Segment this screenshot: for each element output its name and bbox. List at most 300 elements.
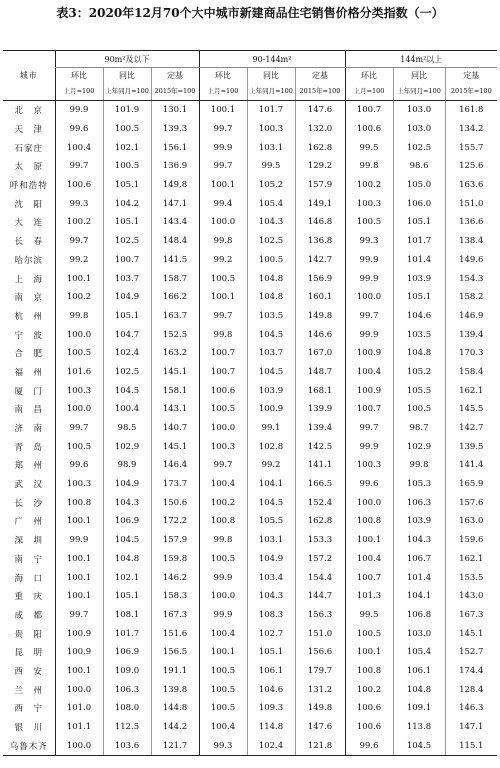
index-value: 167.3 (445, 606, 497, 625)
index-value: 100.5 (199, 400, 247, 419)
base-label-yoy: 上年同月=100 (247, 82, 295, 101)
index-value: 100.4 (199, 718, 247, 737)
index-value: 101.3 (345, 587, 393, 606)
index-value: 161.8 (445, 101, 497, 120)
index-value: 165.9 (445, 475, 497, 494)
table-row (3, 344, 497, 363)
index-value: 143.1 (151, 400, 199, 419)
index-value: 154.4 (295, 568, 345, 587)
index-value: 100.1 (345, 643, 393, 662)
index-value: 101.9 (103, 101, 151, 120)
table-row (3, 624, 497, 643)
index-value: 99.8 (55, 307, 103, 326)
index-value: 104.3 (393, 531, 445, 550)
table-row (3, 699, 497, 718)
city-name: 太 原 (14, 162, 43, 173)
index-value: 142.7 (295, 251, 345, 270)
subheader-fixed: 定基 (295, 68, 345, 83)
index-value: 150.6 (151, 493, 199, 512)
index-value: 100.7 (103, 251, 151, 270)
index-value: 132.0 (295, 120, 345, 139)
table-row (3, 512, 497, 531)
index-value: 162.1 (445, 550, 497, 569)
index-value: 100.9 (247, 400, 295, 419)
city-name: 乌鲁木齐 (3, 736, 55, 755)
index-value: 106.3 (103, 680, 151, 699)
index-value: 100.1 (345, 531, 393, 550)
index-value: 103.7 (247, 344, 295, 363)
index-value: 100.4 (103, 400, 151, 419)
index-value: 100.6 (55, 176, 103, 195)
index-value: 131.2 (295, 680, 345, 699)
index-value: 100.5 (199, 680, 247, 699)
index-value: 99.7 (199, 456, 247, 475)
index-value: 138.4 (445, 232, 497, 251)
index-value: 103.7 (103, 269, 151, 288)
index-value: 100.7 (345, 568, 393, 587)
index-value: 99.9 (199, 568, 247, 587)
index-value: 158.2 (445, 288, 497, 307)
city-name: 南 京 (14, 293, 43, 304)
index-value: 100.5 (247, 251, 295, 270)
index-value: 134.2 (445, 120, 497, 139)
base-label-yoy: 上年同月=100 (393, 82, 445, 101)
table-row (3, 232, 497, 251)
index-value: 98.6 (393, 157, 445, 176)
index-value: 158.7 (151, 269, 199, 288)
index-value: 100.9 (55, 643, 103, 662)
index-value: 100.3 (345, 456, 393, 475)
index-value: 158.3 (151, 587, 199, 606)
index-value: 114.8 (247, 718, 295, 737)
index-value: 155.7 (445, 138, 497, 157)
index-value: 105.1 (103, 176, 151, 195)
index-value: 156.6 (295, 643, 345, 662)
index-value: 100.2 (55, 288, 103, 307)
index-value: 101.7 (393, 232, 445, 251)
index-value: 99.8 (199, 232, 247, 251)
index-value: 144.2 (151, 718, 199, 737)
subheader-yoy: 同比 (247, 68, 295, 83)
table-row (3, 157, 497, 176)
index-value: 106.1 (393, 662, 445, 681)
index-value: 151.0 (295, 624, 345, 643)
table-row (3, 568, 497, 587)
index-value: 105.2 (247, 176, 295, 195)
city-name: 广 州 (14, 517, 43, 528)
index-value: 99.4 (199, 194, 247, 213)
index-value: 99.7 (199, 307, 247, 326)
index-value: 146.9 (445, 307, 497, 326)
city-name: 南 昌 (14, 405, 43, 416)
index-value: 100.0 (55, 325, 103, 344)
index-value: 142.5 (295, 437, 345, 456)
index-value: 100.1 (55, 512, 103, 531)
base-label-chain: 上月=100 (55, 82, 103, 101)
index-value: 100.6 (345, 699, 393, 718)
index-value: 106.8 (393, 606, 445, 625)
index-value: 101.0 (55, 699, 103, 718)
index-value: 100.1 (55, 550, 103, 569)
index-value: 101.4 (393, 568, 445, 587)
index-value: 100.8 (199, 512, 247, 531)
index-value: 99.2 (199, 251, 247, 270)
index-value: 99.9 (345, 325, 393, 344)
index-value: 100.8 (345, 512, 393, 531)
index-value: 100.3 (199, 437, 247, 456)
subheader-chain: 环比 (55, 68, 103, 83)
city-name: 银 川 (14, 723, 43, 734)
index-value: 105.4 (247, 194, 295, 213)
index-value: 99.6 (345, 475, 393, 494)
index-value: 100.2 (345, 680, 393, 699)
index-value: 100.0 (55, 680, 103, 699)
index-value: 148.4 (151, 232, 199, 251)
index-value: 149.8 (151, 176, 199, 195)
index-value: 106.9 (103, 512, 151, 531)
index-value: 100.3 (55, 381, 103, 400)
index-value: 100.5 (103, 120, 151, 139)
index-value: 139.4 (295, 419, 345, 438)
table-row (3, 288, 497, 307)
index-value: 100.0 (199, 587, 247, 606)
index-value: 147.1 (151, 194, 199, 213)
index-value: 105.1 (103, 307, 151, 326)
index-value: 104.6 (247, 680, 295, 699)
index-value: 147.1 (445, 718, 497, 737)
index-value: 98.7 (393, 419, 445, 438)
index-value: 168.1 (295, 381, 345, 400)
city-name: 宁 波 (14, 330, 43, 341)
city-name: 呼和浩特 (9, 181, 48, 192)
index-value: 102.5 (247, 232, 295, 251)
index-value: 153.3 (295, 531, 345, 550)
index-value: 102.1 (103, 568, 151, 587)
table-row (3, 718, 497, 737)
index-value: 104.5 (247, 363, 295, 382)
table-row (3, 437, 497, 456)
index-value: 128.4 (445, 680, 497, 699)
table-row (3, 400, 497, 419)
index-value: 159.8 (151, 550, 199, 569)
index-value: 146.4 (151, 456, 199, 475)
index-value: 157.6 (445, 493, 497, 512)
index-value: 173.7 (151, 475, 199, 494)
city-name: 沈 阳 (14, 199, 43, 210)
index-value: 99.9 (345, 269, 393, 288)
index-value: 157.9 (295, 176, 345, 195)
city-name: 西 宁 (14, 704, 43, 715)
index-value: 100.5 (199, 550, 247, 569)
index-value: 100.1 (55, 568, 103, 587)
index-value: 99.2 (55, 251, 103, 270)
index-value: 100.5 (199, 662, 247, 681)
city-name: 合 肥 (14, 349, 43, 360)
index-value: 162.8 (295, 138, 345, 157)
base-label-fixed: 2015年=100 (445, 82, 497, 101)
table-row (3, 419, 497, 438)
index-value: 100.9 (345, 344, 393, 363)
index-value: 100.5 (345, 213, 393, 232)
index-value: 100.4 (55, 138, 103, 157)
table-row (3, 493, 497, 512)
index-value: 99.9 (345, 251, 393, 270)
city-name: 厦 门 (14, 386, 43, 397)
index-value: 99.7 (55, 606, 103, 625)
index-value: 98.5 (103, 419, 151, 438)
index-value: 154.3 (445, 269, 497, 288)
index-value: 152.5 (151, 325, 199, 344)
index-value: 160.1 (295, 288, 345, 307)
subheader-yoy: 同比 (103, 68, 151, 83)
city-name: 石家庄 (14, 143, 43, 154)
index-value: 105.1 (103, 587, 151, 606)
index-value: 100.0 (345, 288, 393, 307)
index-value: 99.1 (247, 419, 295, 438)
index-value: 100.1 (55, 587, 103, 606)
index-value: 141.4 (445, 456, 497, 475)
index-value: 130.1 (151, 101, 199, 120)
city-name: 郑 州 (14, 461, 43, 472)
city-name: 深 圳 (14, 536, 43, 547)
table-row (3, 606, 497, 625)
index-value: 115.1 (445, 736, 497, 755)
index-value: 104.3 (247, 213, 295, 232)
index-value: 166.5 (295, 475, 345, 494)
index-value: 149.1 (295, 194, 345, 213)
index-value: 146.6 (295, 325, 345, 344)
index-value: 100.5 (55, 437, 103, 456)
index-value: 147.6 (295, 101, 345, 120)
index-value: 158.1 (151, 381, 199, 400)
index-value: 103.4 (247, 568, 295, 587)
index-value: 103.9 (247, 381, 295, 400)
index-value: 109.1 (393, 699, 445, 718)
index-value: 100.5 (199, 269, 247, 288)
index-value: 104.5 (103, 531, 151, 550)
table-row (3, 643, 497, 662)
index-value: 108.3 (247, 606, 295, 625)
index-value: 105.1 (393, 213, 445, 232)
index-value: 99.6 (55, 120, 103, 139)
index-value: 140.7 (151, 419, 199, 438)
index-value: 104.8 (393, 680, 445, 699)
index-value: 100.7 (345, 400, 393, 419)
index-value: 191.1 (151, 662, 199, 681)
index-value: 106.0 (393, 194, 445, 213)
city-name: 天 津 (14, 125, 43, 136)
index-value: 102.9 (103, 437, 151, 456)
table-row (3, 475, 497, 494)
index-value: 102.5 (103, 363, 151, 382)
city-name: 昆 明 (14, 648, 43, 659)
base-label-fixed: 2015年=100 (295, 82, 345, 101)
city-name: 哈尔滨 (14, 255, 43, 266)
index-value: 99.6 (55, 456, 103, 475)
table-row (3, 587, 497, 606)
index-value: 100.3 (55, 475, 103, 494)
city-name: 长 沙 (14, 498, 43, 509)
city-name: 北 京 (14, 106, 43, 117)
index-value: 100.1 (199, 643, 247, 662)
table-row (3, 307, 497, 326)
index-value: 100.0 (199, 213, 247, 232)
index-value: 163.7 (151, 307, 199, 326)
table-header (3, 51, 497, 101)
index-value: 102.7 (247, 624, 295, 643)
table-row (3, 176, 497, 195)
index-value: 100.0 (55, 400, 103, 419)
index-value: 156.5 (151, 643, 199, 662)
subheader-yoy: 同比 (393, 68, 445, 83)
table-row (3, 662, 497, 681)
city-name: 兰 州 (14, 685, 43, 696)
index-value: 141.5 (151, 251, 199, 270)
index-value: 100.4 (345, 363, 393, 382)
index-value: 103.9 (393, 512, 445, 531)
index-value: 100.0 (55, 736, 103, 755)
index-value: 100.0 (199, 419, 247, 438)
index-value: 148.7 (295, 363, 345, 382)
index-value: 102.4 (103, 344, 151, 363)
index-value: 99.5 (345, 138, 393, 157)
index-value: 100.5 (199, 699, 247, 718)
city-name: 长 春 (14, 237, 43, 248)
index-value: 99.9 (55, 101, 103, 120)
index-value: 102.5 (103, 232, 151, 251)
index-value: 106.7 (393, 550, 445, 569)
city-name: 大 连 (14, 218, 43, 229)
index-value: 100.5 (55, 344, 103, 363)
index-value: 104.8 (103, 550, 151, 569)
index-value: 143.4 (151, 213, 199, 232)
index-value: 99.8 (199, 325, 247, 344)
index-value: 136.9 (151, 157, 199, 176)
index-value: 99.7 (55, 419, 103, 438)
index-value: 103.1 (247, 138, 295, 157)
index-value: 103.5 (393, 325, 445, 344)
index-value: 99.5 (247, 157, 295, 176)
index-value: 103.0 (393, 120, 445, 139)
index-value: 99.3 (345, 232, 393, 251)
index-value: 144.8 (151, 699, 199, 718)
index-value: 100.2 (199, 493, 247, 512)
index-value: 104.7 (103, 325, 151, 344)
index-value: 157.9 (151, 531, 199, 550)
index-value: 102.5 (393, 138, 445, 157)
index-value: 100.4 (345, 550, 393, 569)
index-value: 105.1 (247, 643, 295, 662)
index-value: 101.4 (393, 251, 445, 270)
index-value: 163.2 (151, 344, 199, 363)
table-row (3, 251, 497, 270)
index-value: 99.8 (199, 531, 247, 550)
index-value: 152.7 (445, 643, 497, 662)
index-value: 139.3 (151, 120, 199, 139)
index-value: 99.9 (199, 606, 247, 625)
index-value: 101.7 (103, 624, 151, 643)
city-name: 福 州 (14, 367, 43, 378)
index-value: 139.8 (151, 680, 199, 699)
index-value: 101.1 (55, 718, 103, 737)
index-value: 104.5 (393, 736, 445, 755)
index-value: 104.5 (103, 381, 151, 400)
index-value: 104.8 (247, 269, 295, 288)
index-value: 102.8 (247, 437, 295, 456)
index-value: 162.1 (445, 381, 497, 400)
index-value: 105.5 (393, 381, 445, 400)
index-value: 104.9 (103, 475, 151, 494)
index-value: 100.9 (55, 624, 103, 643)
index-value: 100.4 (199, 475, 247, 494)
index-value: 104.8 (247, 288, 295, 307)
subheader-fixed: 定基 (151, 68, 199, 83)
index-value: 100.1 (199, 101, 247, 120)
index-value: 139.5 (445, 437, 497, 456)
base-label-yoy: 上年同月=100 (103, 82, 151, 101)
index-value: 105.0 (393, 176, 445, 195)
index-value: 145.5 (445, 400, 497, 419)
index-value: 139.4 (445, 325, 497, 344)
index-value: 99.7 (199, 120, 247, 139)
table-row (3, 363, 497, 382)
index-value: 99.8 (393, 456, 445, 475)
index-value: 143.0 (445, 587, 497, 606)
city-name: 贵 阳 (14, 629, 43, 640)
table-row (3, 138, 497, 157)
index-value: 103.0 (393, 101, 445, 120)
index-value: 149.6 (445, 251, 497, 270)
index-value: 99.7 (199, 157, 247, 176)
index-value: 179.7 (295, 662, 345, 681)
index-value: 139.9 (295, 400, 345, 419)
index-value: 103.1 (247, 531, 295, 550)
city-name: 南 宁 (14, 554, 43, 565)
index-value: 99.7 (55, 232, 103, 251)
table-row (3, 680, 497, 699)
index-value: 104.5 (247, 325, 295, 344)
index-value: 102.1 (103, 138, 151, 157)
index-value: 172.2 (151, 512, 199, 531)
index-value: 99.7 (345, 419, 393, 438)
table-row (3, 531, 497, 550)
index-value: 100.5 (103, 157, 151, 176)
index-value: 108.0 (103, 699, 151, 718)
index-value: 141.1 (295, 456, 345, 475)
city-name: 上 海 (14, 274, 43, 285)
index-value: 103.5 (247, 307, 295, 326)
table-title: 表3：2020年12月70个大中城市新建商品住宅销售价格分类指数（一） (56, 6, 444, 20)
index-value: 125.6 (445, 157, 497, 176)
index-value: 156.1 (151, 138, 199, 157)
group-header-small: 90m²及以下 (55, 51, 199, 68)
base-label-fixed: 2015年=100 (151, 82, 199, 101)
index-value: 104.3 (103, 493, 151, 512)
index-value: 159.6 (445, 531, 497, 550)
index-value: 149.8 (295, 307, 345, 326)
index-value: 142.7 (445, 419, 497, 438)
group-header-large: 144m²以上 (345, 51, 497, 68)
city-name: 济 南 (14, 424, 43, 435)
index-value: 105.3 (393, 475, 445, 494)
index-value: 104.8 (393, 344, 445, 363)
index-value: 147.6 (295, 718, 345, 737)
index-value: 146.8 (295, 213, 345, 232)
subheader-chain: 环比 (345, 68, 393, 83)
city-name: 青 岛 (14, 442, 43, 453)
index-value: 105.2 (393, 363, 445, 382)
index-value: 170.3 (445, 344, 497, 363)
